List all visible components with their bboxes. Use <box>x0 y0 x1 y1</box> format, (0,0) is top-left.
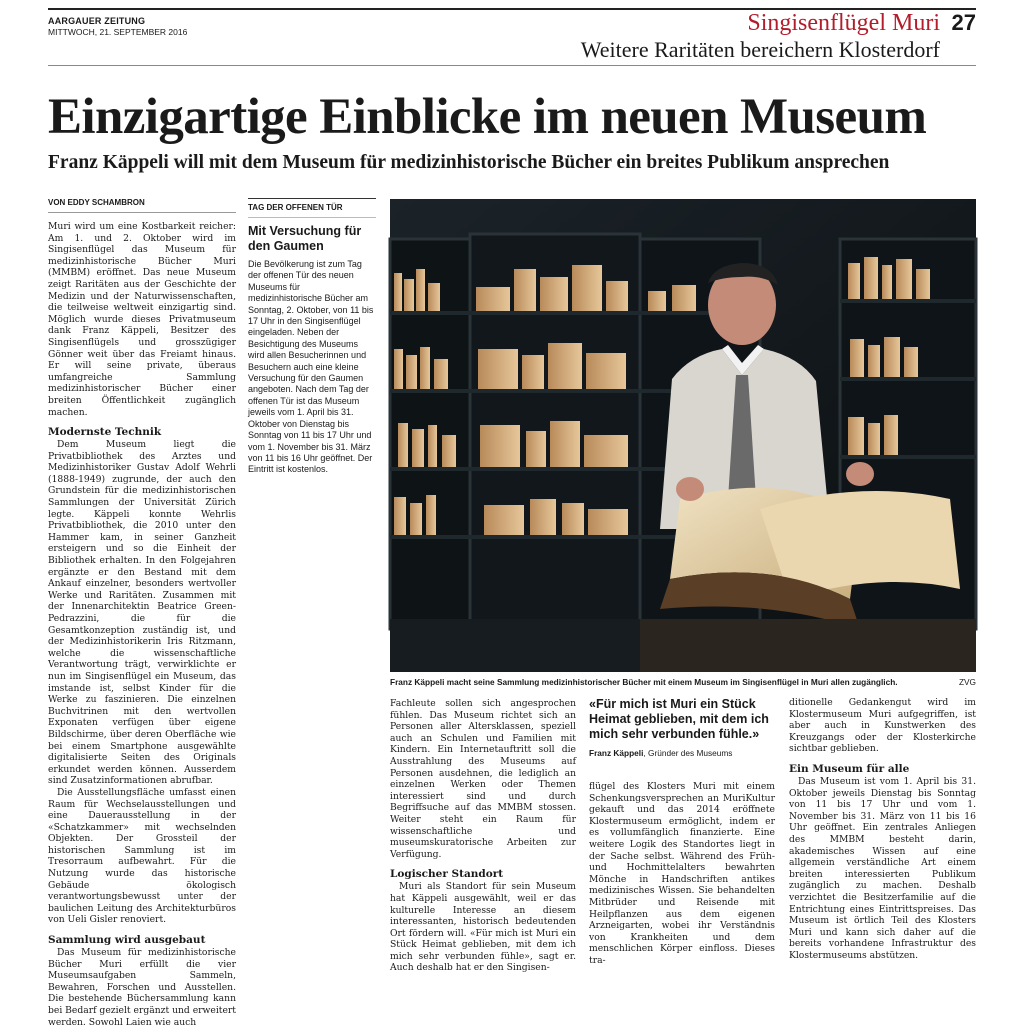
paragraph: Muri als Standort für sein Museum hat Käppeli ausgewählt, weil er das kulturelle Interesse an diesem interessanten, historisch bedeutenden Ort fördern will. «Für mich ist Muri ein Stück Heimat geblieben, mit dem ich mich sehr verbunden fühle», sagt er. Auch deshalb hat er den Singisen- <box>390 881 576 974</box>
article-column-1 <box>48 198 236 1028</box>
subheading: Modernste Technik <box>48 426 162 439</box>
column-body <box>789 697 976 961</box>
paragraph: Fachleute sollen sich angesprochen fühlen. Das Museum richtet sich an Personen aller Altersklassen, speziell auch an Schulen und Familien mit Kindern. Ein Internetauftritt soll die Ausstrahlung des Museums auf Personen ausdehnen, die lediglich an einzelnen Werken oder Themen interessiert sind und durch Begriffsuche auf das MMBM stossen. Weiter steht ein Raum für wissenschaftliche und museumskuratorische Arbeiten zur Verfügung. <box>390 698 576 860</box>
masthead-rule <box>48 65 976 66</box>
pull-quote-source <box>589 748 775 758</box>
headline: Einzigartige Einblicke im neuen Museum <box>48 89 927 145</box>
article-column-3 <box>390 698 576 974</box>
article-column-5 <box>789 697 976 961</box>
issue-date: MITTWOCH, 21. SEPTEMBER 2016 <box>48 27 188 37</box>
article-column-4 <box>589 781 775 967</box>
paragraph: Das Museum ist vom 1. April bis 31. Oktober jeweils Dienstag bis Sonntag von 11 bis 17 Uhr und vom 1. November bis 31. März von 11 bis 16 Uhr geöffnet. Ein zentrales Anliegen des MMBM besteht darin, akademisches Wissen auf eine allgemein verständliche Art einem breiten interessierten Publikum zugänglich zu machen. Deshalb verzichtet die Besitzerfamilie auf die Entrichtung eines Eintrittspreises. Das Museum ist örtlich Teil des Klosters Muri und kann sich daher auf die bereits vorhandene Infrastruktur des Klostermuseums abstützen. <box>789 775 976 961</box>
section-kicker: Weitere Raritäten bereichern Klosterdorf <box>580 37 940 62</box>
sidebar-kicker: TAG DER OFFENEN TÜR <box>248 198 376 218</box>
column-body <box>390 698 576 974</box>
photo-illustration <box>390 199 976 672</box>
photo-credit: ZVG <box>958 677 976 687</box>
paragraph: Muri wird um eine Kostbarkeit reicher: Am 1. und 2. Oktober wird im Singisenflügel das Museum für medizinhistorische Bücher Muri (MMBM) eröffnet. Das neue Museum zeigt Raritäten aus der Geschichte der Medizin und der Naturwissenschaften, die teilweise weltweit einzigartig sind. Möglich wurde dieses Privatmuseum dank Franz Käppeli, Besitzer des Singisenflügels und grosszügiger Gönner weit über das Freiamt hinaus. Er will seine private, überaus umfangreiche Sammlung medizinhistorischer Bücher einer breiten Öffentlichkeit zugänglich machen. <box>48 221 236 418</box>
pull-quote-text: «Für mich ist Muri ein Stück Heimat geblieben, mit dem ich mich sehr verbunden fühle.» <box>589 697 769 741</box>
subheading: Sammlung wird ausgebaut <box>48 934 206 947</box>
paragraph: flügel des Klosters Muri mit einem Schenkungsversprechen an MuriKultur gekauft und das 2014 eröffnete Klostermuseum ermöglicht, indem er es vollumfänglich finanzierte. Eine weitere Logik des Standortes liegt in der Sache selbst. Während des Früh- und Hochmittelalters bewahrten Mönche in Handschriften antikes medizinisches Wissen. Sie behandelten Mitbrüder und Reisende mit Heilpflanzen aus dem eigenen Arzneigarten, wobei ihr Verständnis von Krankheiten und dem menschlichen Körper einfloss. Dieses tra- <box>589 781 775 966</box>
paragraph: Die Ausstellungsfläche umfasst einen Raum für Wechselausstellungen und eine Dauerausstellung in der «Schatzkammer» mit wechselnden Objekten. Der Grossteil der historischen Sammlung ist im Tresorraum aufbewahrt. Für die Nutzung wurde das historische Gebäude ökologisch verantwortungsbewusst unter der baulichen Leitung des Architekturbüros von Ueli Gisler renoviert. <box>48 786 236 926</box>
byline: VON EDDY SCHAMBRON <box>48 198 236 213</box>
pull-quote <box>589 697 775 758</box>
photo-caption <box>390 677 976 687</box>
column-body <box>48 221 236 1028</box>
paragraph: Dem Museum liegt die Privatbibliothek des Arztes und Medizinhistoriker Gustav Adolf Wehrli (1888-1949) zugrunde, der auch den Grundstein für die medizinhistorischen Sammlungen der Universität Zürich legte. Käppeli konnte Wehrlis Privatbibliothek, die 2010 unter den Hammer kam, in seiner Ganzheit ersteigern und so die Einheit der Bibliothek erhalten. In den Folgejahren ergänzte er den Bestand mit dem Ankauf einzelner, besonders wertvoller Werke und Raritäten. Zusammen mit der Innenarchitektin Beatrice Green-Pedrazzini, die für die Gesamtkonzeption zuständig ist, und der Medizinhistorikerin Iris Ritzmann, welche die wissenschaftliche Verantwortung trägt, verwirklichte er nun im Singisenflügel ein Museum, das imstande ist, selbst Kinder für die Werke zu faszinieren. Die einzelnen Buchvitrinen mit den wertvollen Exponaten verfügen über eigene Bildschirme, über deren Oberfläche wie bei einem Smartphone ausgewählte digitalisierte Seiten des Originals erkundet werden können. Ausserdem sind Zusatzinformationen abrufbar. <box>48 439 236 787</box>
subheading: Ein Museum für alle <box>789 762 910 775</box>
article-photo <box>390 199 976 672</box>
paragraph: ditionelle Gedankengut wird im Klostermuseum Muri aufgegriffen, ist aber auch in Kunstwerken des Kreuzgangs oder der Klosterkirche sichtbar geblieben. <box>789 697 976 755</box>
sidebar-title: Mit Versuchung für den Gaumen <box>248 224 362 253</box>
paper-name: AARGAUER ZEITUNG <box>48 16 146 26</box>
subheading: Logischer Standort <box>390 868 504 881</box>
quote-source-role: , Gründer des Museums <box>643 748 733 758</box>
sidebar-box <box>248 198 376 476</box>
quote-source-name: Franz Käppeli <box>589 748 644 758</box>
sidebar-text: Die Bevölkerung ist zum Tag der offenen Tür des neuen Museums für medizinhistorische Bücher am Sonntag, 2. Oktober, von 11 bis 17 Uhr in den Singisenflügel eingeladen. Neben der Besichtigung des Museums wird allen Besucherinnen und Besuchern auch eine kleine Versuchung für den Gaumen angeboten. Nach dem Tag der offenen Tür ist das Museum jeweils vom 1. April bis 31. Oktober von Dienstag bis Sonntag von 11 bis 17 Uhr und vom 1. November bis 31. März von 11 bis 16 Uhr geöffnet. Der Eintritt ist kostenlos. <box>248 259 374 475</box>
section-title: Singisenflügel Muri <box>747 10 940 36</box>
subheadline: Franz Käppeli will mit dem Museum für medizinhistorische Bücher ein breites Publikum ansprechen <box>48 152 890 173</box>
paragraph: Das Museum für medizinhistorische Bücher Muri erfüllt die vier Museumsaufgaben Sammeln, Bewahren, Forschen und Ausstellen. Die bestehende Büchersammlung kann bei Bedarf gezielt ergänzt und erweitert werden. Sowohl Laien wie auch <box>48 947 236 1028</box>
column-body <box>589 781 775 967</box>
caption-text: Franz Käppeli macht seine Sammlung medizinhistorischer Bücher mit einem Museum im Singisenflügel in Muri allen zugänglich. <box>390 677 898 687</box>
page-number: 27 <box>951 10 976 35</box>
masthead <box>48 8 976 64</box>
